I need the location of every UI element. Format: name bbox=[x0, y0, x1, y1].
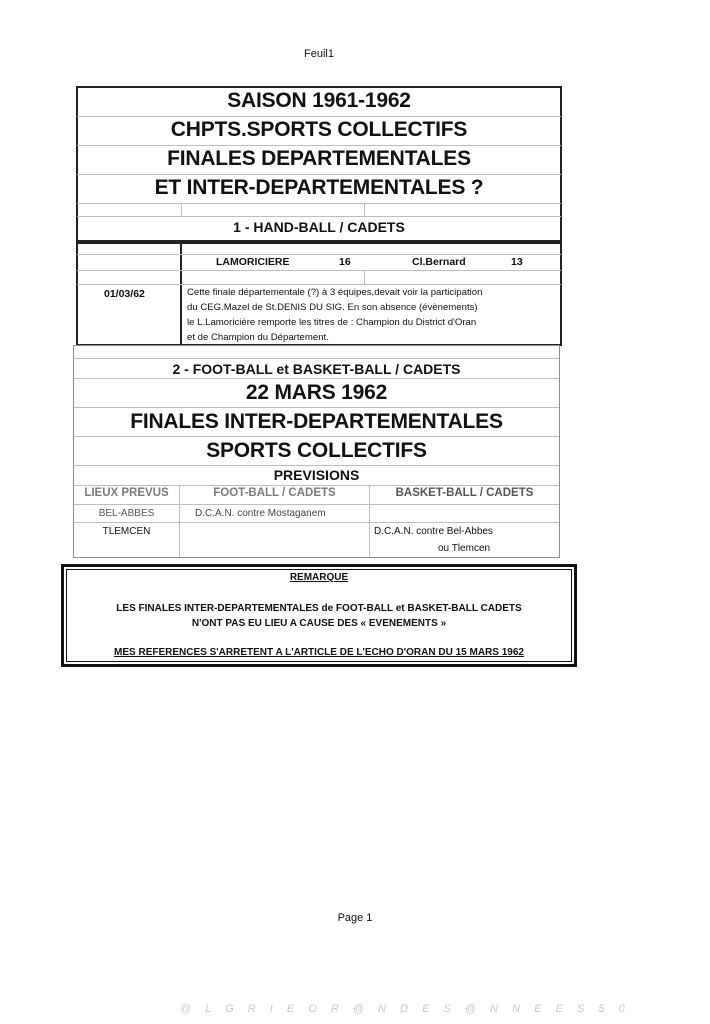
sheet-label: Feuil1 bbox=[304, 48, 334, 60]
section1-heading: 1 - HAND-BALL / CADETS bbox=[233, 219, 405, 235]
col-header-football: FOOT-BALL / CADETS bbox=[213, 487, 336, 499]
basketball-cell: D.C.A.N. contre Bel-Abbes bbox=[374, 526, 493, 537]
team2-score: 13 bbox=[511, 256, 523, 268]
event-date-title: 22 MARS 1962 bbox=[245, 381, 388, 404]
note-line: et de Champion du Département. bbox=[187, 332, 329, 343]
match-date: 01/03/62 bbox=[104, 288, 145, 300]
team1-name: LAMORICIERE bbox=[216, 256, 290, 268]
title-season: SAISON 1961-1962 bbox=[227, 89, 411, 112]
basketball-cell-alt: ou Tlemcen bbox=[438, 543, 491, 554]
team2-name: Cl.Bernard bbox=[412, 256, 466, 268]
team-sports-title: SPORTS COLLECTIFS bbox=[206, 439, 427, 462]
note-line: Cette finale départementale (?) à 3 équipes,devait voir la participation bbox=[187, 287, 483, 298]
note-line: le L.Lamoricière remporte les titres de : Champion du District d'Oran bbox=[187, 317, 477, 328]
remark-reference: MES REFERENCES S'ARRETENT A L'ARTICLE DE L'ECHO D'ORAN DU 15 MARS 1962 bbox=[114, 647, 524, 658]
col-header-places: LIEUX PREVUS bbox=[84, 487, 169, 499]
note-line: du CEG.Mazel de St.DENIS DU SIG. En son absence (évènements) bbox=[187, 302, 478, 313]
football-cell: D.C.A.N. contre Mostaganem bbox=[195, 508, 326, 519]
inter-finals-title: FINALES INTER-DEPARTEMENTALES bbox=[130, 410, 503, 433]
title-finals: FINALES DEPARTEMENTALES bbox=[167, 147, 471, 170]
place-cell: BEL-ABBES bbox=[98, 508, 155, 519]
remark-box bbox=[61, 564, 577, 667]
watermark: @ L G R I E O R @ N D E S @ N N E E S 5 0 bbox=[180, 1003, 631, 1015]
section2-heading: 2 - FOOT-BALL et BASKET-BALL / CADETS bbox=[172, 361, 461, 377]
previsions-label: PREVISIONS bbox=[273, 467, 360, 483]
team1-score: 16 bbox=[339, 256, 351, 268]
title-inter: ET INTER-DEPARTEMENTALES ? bbox=[154, 176, 484, 199]
remark-line: N'ONT PAS EU LIEU A CAUSE DES « EVENEMENTS » bbox=[191, 618, 447, 629]
col-header-basketball: BASKET-BALL / CADETS bbox=[395, 487, 534, 499]
remark-title: REMARQUE bbox=[289, 572, 349, 583]
page-number: Page 1 bbox=[337, 912, 373, 924]
place-cell: TLEMCEN bbox=[102, 526, 151, 537]
title-championships: CHPTS.SPORTS COLLECTIFS bbox=[170, 118, 468, 141]
remark-line: LES FINALES INTER-DEPARTEMENTALES de FOOT-BALL et BASKET-BALL CADETS bbox=[116, 603, 522, 614]
